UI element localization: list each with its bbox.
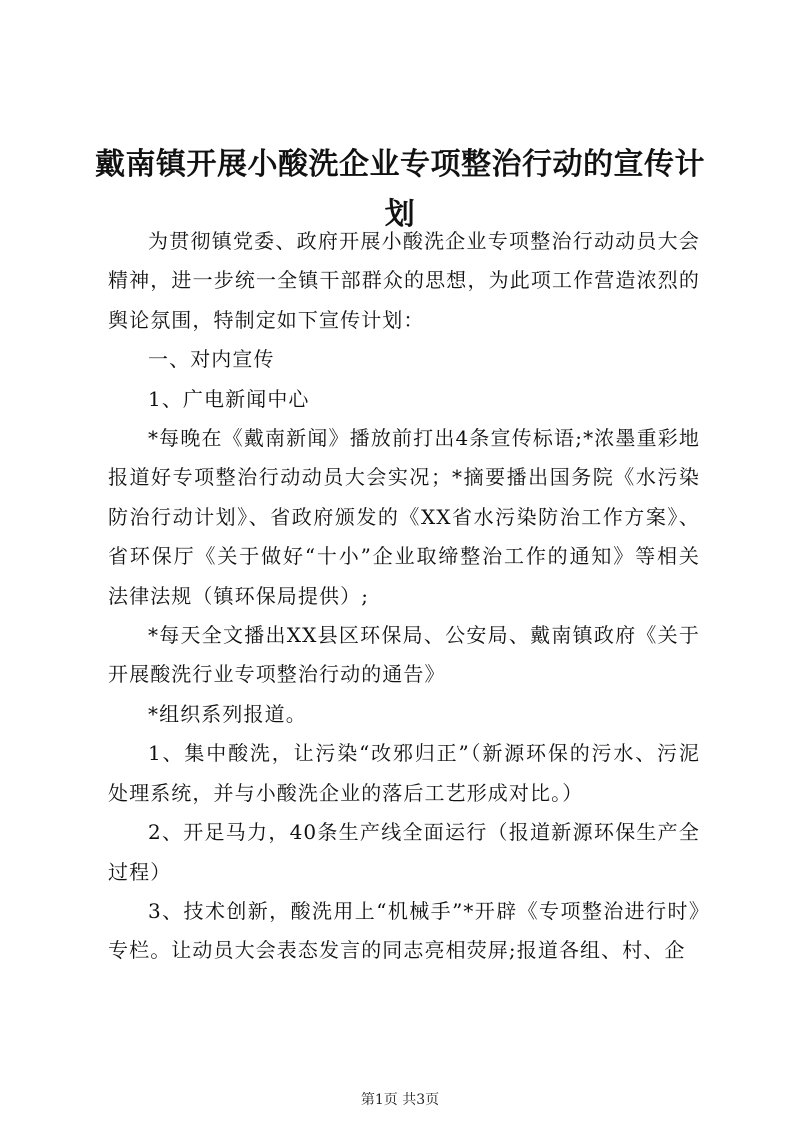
document-title: 戴南镇开展小酸洗企业专项整治行动的宣传计划	[95, 147, 705, 232]
section-heading-internal: 一、对内宣传	[148, 347, 275, 372]
subsection-heading-news-center: 1、广电新闻中心	[148, 386, 310, 411]
paragraph-item-3: 3、技术创新，酸洗用上“机械手”*开辟《专项整治进行时》专栏。让动员大会表态发言的同志亮相荧屏;报道各组、村、企	[108, 898, 700, 963]
paragraph-item-2: 2、开足马力，40条生产线全面运行（报道新源环保生产全过程）	[108, 820, 700, 884]
paragraph-item-1: 1、集中酸洗，让污染“改邪归正”（新源环保的污水、污泥处理系统，并与小酸洗企业的落后工艺形成对比。）	[108, 741, 700, 805]
paragraph-nightly-broadcast: *每晚在《戴南新闻》播放前打出4条宣传标语;*浓墨重彩地报道好专项整治行动动员大会实况；*摘要播出国务院《水污染防治行动计划》、省政府颁发的《XX省水污染防治工作方案》、省环保厅《关于做好“十小”企业取缔整治工作的通知》等相关法律法规（镇环保局提供）;	[108, 426, 700, 608]
paragraph-intro: 为贯彻镇党委、政府开展小酸洗企业专项整治行动动员大会精神，进一步统一全镇干部群众的思想，为此项工作营造浓烈的舆论氛围，特制定如下宣传计划：	[108, 229, 700, 332]
paragraph-series-reports: *组织系列报道。	[148, 701, 307, 726]
document-body	[108, 222, 700, 971]
paragraph-daily-notice: *每天全文播出XX县区环保局、公安局、戴南镇政府《关于开展酸洗行业专项整治行动的通告》	[108, 623, 700, 687]
page-footer: 第1页 共3页	[360, 1092, 440, 1108]
